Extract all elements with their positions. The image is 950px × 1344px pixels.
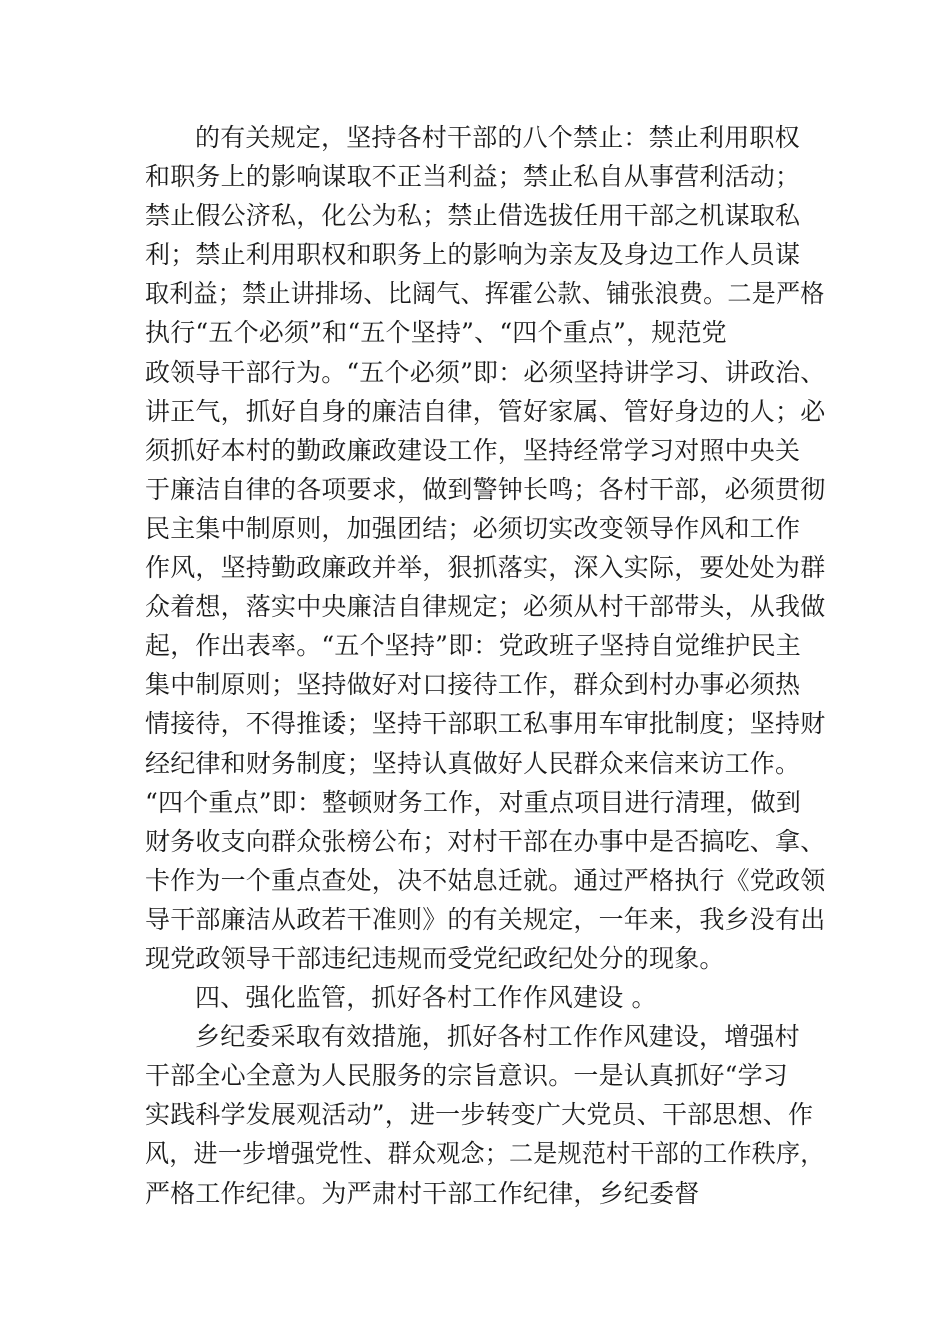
text-line: 于廉洁自律的各项要求，做到警钟长鸣；各村干部，必须贯彻: [145, 474, 826, 504]
text-line: 风，进一步增强党性、群众观念；二是规范村干部的工作秩序，: [145, 1139, 825, 1169]
text-line: 起，作出表率。“五个坚持”即：党政班子坚持自觉维护民主: [145, 631, 801, 661]
text-line: 实践科学发展观活动”，进一步转变广大党员、干部思想、作: [145, 1100, 814, 1130]
text-line: 财务收支向群众张榜公布；对村干部在办事中是否搞吃、拿、: [145, 826, 826, 856]
text-line: “四个重点”即：整顿财务工作，对重点项目进行清理，做到: [145, 787, 801, 817]
text-line: 卡作为一个重点查处，决不姑息迁就。通过严格执行《党政领: [145, 865, 826, 895]
text-line: 严格工作纪律。为严肃村干部工作纪律，乡纪委督: [145, 1178, 700, 1208]
text-line: 经纪律和财务制度；坚持认真做好人民群众来信来访工作。: [145, 748, 801, 778]
text-line: 四、强化监管，抓好各村工作作风建设 。: [195, 983, 657, 1013]
text-line: 民主集中制原则，加强团结；必须切实改变领导作风和工作: [145, 513, 801, 543]
text-line: 集中制原则；坚持做好对口接待工作，群众到村办事必须热: [145, 670, 801, 700]
text-line: 的有关规定，坚持各村干部的八个禁止：禁止利用职权: [195, 123, 800, 152]
text-line: 干部全心全意为人民服务的宗旨意识。一是认真抓好“学习: [145, 1061, 788, 1091]
text-line: 执行“五个必须”和“五个坚持”、“四个重点”，规范党: [145, 318, 727, 348]
text-line: 须抓好本村的勤政廉政建设工作，坚持经常学习对照中央关: [145, 435, 801, 465]
text-line: 情接待，不得推诿；坚持干部职工私事用车审批制度；坚持财: [145, 709, 826, 739]
text-line: 利；禁止利用职权和职务上的影响为亲友及身边工作人员谋: [145, 240, 801, 270]
body-text: [145, 118, 825, 1213]
text-line: 政领导干部行为。“五个必须”即：必须坚持讲学习、讲政治、: [145, 357, 826, 387]
text-line: 取利益；禁止讲排场、比阔气、挥霍公款、铺张浪费。二是严格: [145, 279, 825, 309]
text-line: 讲正气，抓好自身的廉洁自律，管好家属、管好身边的人；必: [145, 396, 826, 426]
text-line: 禁止假公济私，化公为私；禁止借选拔任用干部之机谋取私: [145, 201, 801, 231]
text-line: 众着想，落实中央廉洁自律规定；必须从村干部带头，从我做: [145, 592, 826, 622]
text-line: 现党政领导干部违纪违规而受党纪政纪处分的现象。: [145, 943, 725, 973]
text-line: 乡纪委采取有效措施，抓好各村工作作风建设，增强村: [195, 1022, 800, 1052]
text-line: 导干部廉洁从政若干准则》的有关规定，一年来，我乡没有出: [145, 904, 826, 934]
text-line: 和职务上的影响谋取不正当利益；禁止私自从事营利活动；: [145, 162, 801, 192]
text-line: 作风，坚持勤政廉政并举，狠抓落实，深入实际，要处处为群: [145, 553, 826, 583]
